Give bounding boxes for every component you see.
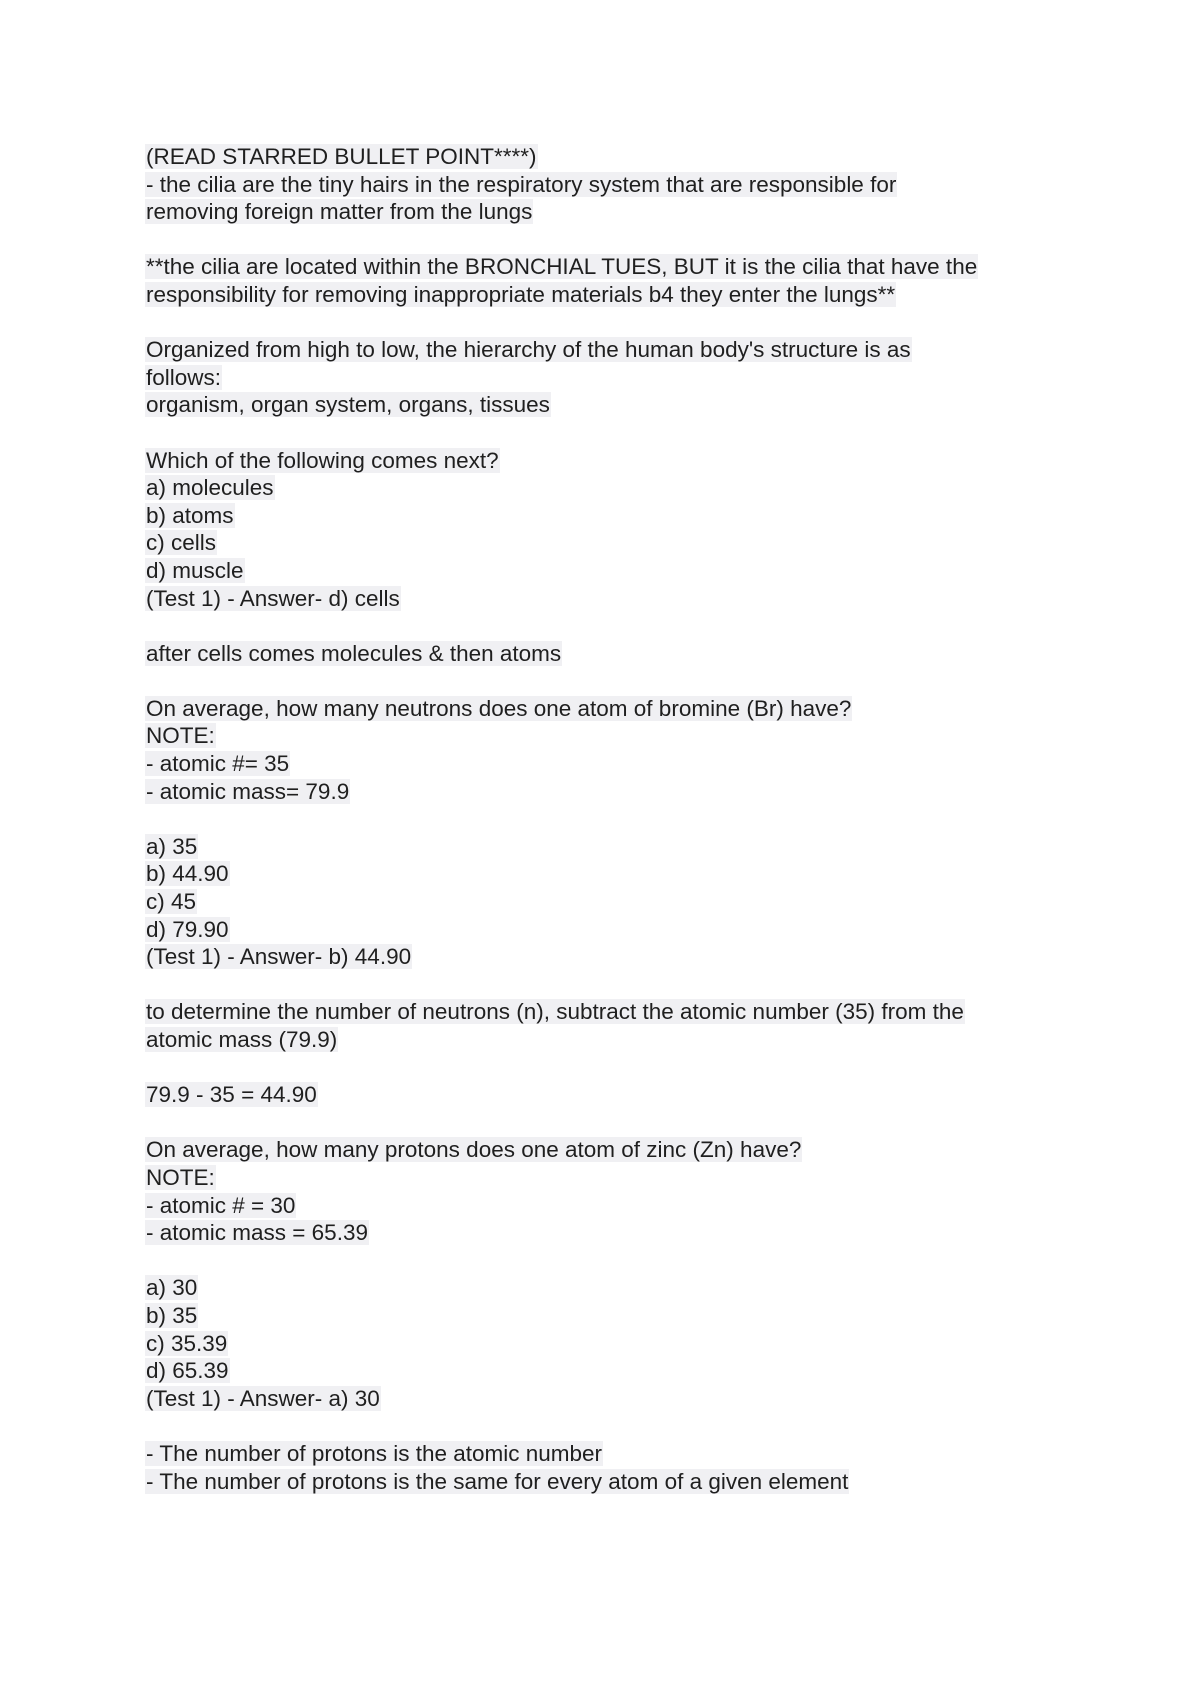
- text-line: 79.9 - 35 = 44.90: [146, 1082, 317, 1108]
- answer-option: b) 44.90: [146, 861, 229, 887]
- answer-option: c) 45: [146, 889, 197, 915]
- answer-option: a) molecules: [146, 475, 274, 501]
- document-page: [145, 143, 1065, 1495]
- blank-line: [145, 309, 1065, 337]
- answer-option: b) atoms: [146, 502, 234, 528]
- blank-line: [145, 1412, 1065, 1440]
- answer-option: b) 35: [146, 1302, 198, 1328]
- answer-line: (Test 1) - Answer- b) 44.90: [146, 944, 412, 970]
- blank-line: [145, 226, 1065, 254]
- text-line: - The number of protons is the atomic number: [146, 1440, 603, 1466]
- answer-option: d) 65.39: [146, 1358, 229, 1384]
- text-line: responsibility for removing inappropriate materials b4 they enter the lungs**: [146, 281, 896, 307]
- answer-option: d) muscle: [146, 557, 244, 583]
- text-line: (READ STARRED BULLET POINT****): [146, 144, 537, 169]
- text-line: atomic mass (79.9): [146, 1027, 338, 1052]
- answer-line: (Test 1) - Answer- d) cells: [146, 585, 400, 611]
- text-line: follows:: [146, 364, 222, 390]
- text-line: NOTE:: [146, 723, 215, 749]
- text-line: after cells comes molecules & then atoms: [146, 640, 562, 666]
- text-line: NOTE:: [146, 1164, 215, 1190]
- answer-option: a) 30: [146, 1275, 198, 1301]
- blank-line: [145, 1247, 1065, 1275]
- text-line: - atomic #= 35: [146, 751, 290, 777]
- text-line: - The number of protons is the same for every atom of a given element: [146, 1468, 849, 1494]
- text-line: - atomic mass = 65.39: [146, 1220, 368, 1246]
- text-line: removing foreign matter from the lungs: [146, 199, 533, 225]
- answer-option: c) 35.39: [146, 1330, 228, 1356]
- text-line: organism, organ system, organs, tissues: [146, 392, 550, 418]
- question-text: On average, how many protons does one atom of zinc (Zn) have?: [146, 1137, 802, 1163]
- blank-line: [145, 612, 1065, 640]
- text-line: Organized from high to low, the hierarchy of the human body's structure is as: [146, 337, 911, 363]
- blank-line: [145, 805, 1065, 833]
- answer-option: c) cells: [146, 530, 217, 556]
- question-text: Which of the following comes next?: [146, 447, 499, 473]
- blank-line: [145, 667, 1065, 695]
- blank-line: [145, 1054, 1065, 1082]
- blank-line: [145, 971, 1065, 999]
- text-line: - atomic # = 30: [146, 1192, 296, 1218]
- blank-line: [145, 419, 1065, 447]
- blank-line: [145, 1109, 1065, 1137]
- text-line: **the cilia are located within the BRONCHIAL TUES, BUT it is the cilia that have the: [146, 254, 978, 280]
- answer-line: (Test 1) - Answer- a) 30: [146, 1385, 380, 1411]
- question-text: On average, how many neutrons does one atom of bromine (Br) have?: [146, 695, 852, 721]
- text-line: - the cilia are the tiny hairs in the respiratory system that are responsible for: [146, 171, 897, 197]
- answer-option: d) 79.90: [146, 916, 229, 942]
- text-line: to determine the number of neutrons (n), subtract the atomic number (35) from the: [146, 999, 964, 1025]
- text-line: - atomic mass= 79.9: [146, 778, 350, 804]
- answer-option: a) 35: [146, 833, 198, 859]
